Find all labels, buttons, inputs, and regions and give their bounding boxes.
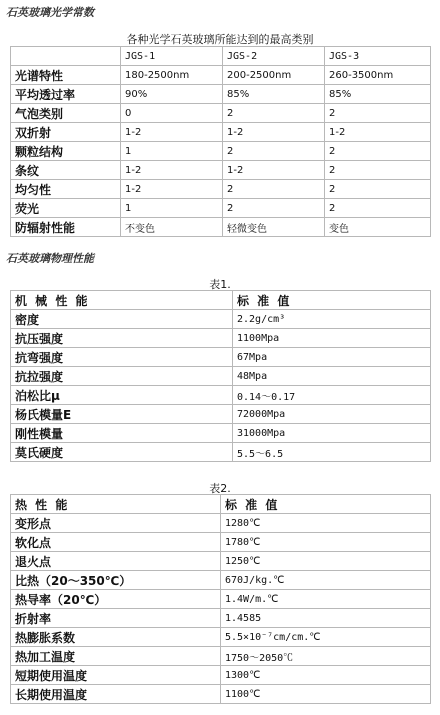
optical-row-label: 防辐射性能 <box>11 218 121 237</box>
property-value: 1100℃ <box>221 685 431 704</box>
table-row <box>11 552 431 571</box>
optical-row <box>11 199 431 218</box>
mechanical-header-row <box>11 291 431 310</box>
optical-constants-title: 石英玻璃光学常数 <box>6 6 94 19</box>
optical-cell: 200-2500nm <box>223 66 325 85</box>
optical-cell: 85% <box>223 85 325 104</box>
property-value: 48Mpa <box>233 367 431 386</box>
optical-cell: 不变色 <box>121 218 223 237</box>
optical-cell: 1 <box>121 199 223 218</box>
property-label: 密度 <box>11 310 233 329</box>
property-label: 比热（20～350℃） <box>11 571 221 590</box>
optical-row-label: 颗粒结构 <box>11 142 121 161</box>
optical-cell: 2 <box>325 161 431 180</box>
property-label: 泊松比μ <box>11 386 233 405</box>
mechanical-header-property: 机 械 性 能 <box>11 291 233 310</box>
optical-row-label: 双折射 <box>11 123 121 142</box>
optical-cell: 1-2 <box>121 123 223 142</box>
property-value: 67Mpa <box>233 348 431 367</box>
optical-cell: 1-2 <box>325 123 431 142</box>
property-label: 杨氏模量E <box>11 405 233 424</box>
property-value: 0.14～0.17 <box>233 386 431 405</box>
optical-row <box>11 104 431 123</box>
property-value: 72000Mpa <box>233 405 431 424</box>
mechanical-table <box>10 290 431 462</box>
table-row <box>11 628 431 647</box>
table-row <box>11 514 431 533</box>
optical-row <box>11 85 431 104</box>
optical-cell: 2 <box>325 142 431 161</box>
optical-cell: 1-2 <box>121 180 223 199</box>
property-label: 刚性模量 <box>11 424 233 443</box>
property-label: 折射率 <box>11 609 221 628</box>
property-label: 抗弯强度 <box>11 348 233 367</box>
optical-cell: 90% <box>121 85 223 104</box>
table-row <box>11 609 431 628</box>
optical-cell: 1-2 <box>223 161 325 180</box>
optical-cell: 轻微变色 <box>223 218 325 237</box>
optical-cell: 2 <box>325 104 431 123</box>
property-value: 1750～2050℃ <box>221 647 431 666</box>
table-row <box>11 590 431 609</box>
property-value: 670J/kg.℃ <box>221 571 431 590</box>
table-row <box>11 405 431 424</box>
optical-row-label: 条纹 <box>11 161 121 180</box>
property-value: 1.4585 <box>221 609 431 628</box>
table-row <box>11 666 431 685</box>
optical-row-label: 气泡类别 <box>11 104 121 123</box>
optical-header-blank <box>11 47 121 66</box>
property-value: 1100Mpa <box>233 329 431 348</box>
optical-cell: 2 <box>325 180 431 199</box>
table-row <box>11 685 431 704</box>
property-value: 1300℃ <box>221 666 431 685</box>
thermal-header-property: 热 性 能 <box>11 495 221 514</box>
optical-row <box>11 142 431 161</box>
table-row <box>11 367 431 386</box>
property-label: 短期使用温度 <box>11 666 221 685</box>
property-label: 抗拉强度 <box>11 367 233 386</box>
table-row <box>11 647 431 666</box>
optical-col-header: JGS-1 <box>121 47 223 66</box>
optical-cell: 2 <box>325 199 431 218</box>
table-row <box>11 329 431 348</box>
property-value: 1250℃ <box>221 552 431 571</box>
optical-cell: 变色 <box>325 218 431 237</box>
optical-table <box>10 46 431 237</box>
optical-row <box>11 180 431 199</box>
optical-col-header: JGS-2 <box>223 47 325 66</box>
property-label: 长期使用温度 <box>11 685 221 704</box>
optical-row <box>11 161 431 180</box>
optical-cell: 85% <box>325 85 431 104</box>
property-value: 1.4W/m.℃ <box>221 590 431 609</box>
optical-cell: 2 <box>223 142 325 161</box>
table-row <box>11 571 431 590</box>
property-label: 热加工温度 <box>11 647 221 666</box>
optical-row <box>11 123 431 142</box>
property-label: 热膨胀系数 <box>11 628 221 647</box>
table2-caption: 表2. <box>209 482 231 495</box>
table1-caption: 表1. <box>209 278 231 291</box>
thermal-table <box>10 494 431 704</box>
optical-table-caption: 各种光学石英玻璃所能达到的最高类别 <box>126 33 314 46</box>
optical-row <box>11 66 431 85</box>
table-row <box>11 348 431 367</box>
physical-properties-title: 石英玻璃物理性能 <box>6 252 94 265</box>
property-value: 1780℃ <box>221 533 431 552</box>
property-value: 2.2g/cm³ <box>233 310 431 329</box>
property-label: 抗压强度 <box>11 329 233 348</box>
property-label: 退火点 <box>11 552 221 571</box>
table-row <box>11 533 431 552</box>
optical-cell: 260-3500nm <box>325 66 431 85</box>
property-label: 软化点 <box>11 533 221 552</box>
property-label: 热导率（20℃） <box>11 590 221 609</box>
optical-cell: 0 <box>121 104 223 123</box>
optical-cell: 2 <box>223 180 325 199</box>
table-row <box>11 424 431 443</box>
property-label: 变形点 <box>11 514 221 533</box>
optical-row-label: 均匀性 <box>11 180 121 199</box>
optical-header-row <box>11 47 431 66</box>
optical-col-header: JGS-3 <box>325 47 431 66</box>
optical-row-label: 光谱特性 <box>11 66 121 85</box>
optical-cell: 180-2500nm <box>121 66 223 85</box>
optical-cell: 2 <box>223 199 325 218</box>
optical-row-label: 荧光 <box>11 199 121 218</box>
property-value: 5.5×10⁻⁷cm/cm.℃ <box>221 628 431 647</box>
table-row <box>11 386 431 405</box>
property-value: 1280℃ <box>221 514 431 533</box>
thermal-header-row <box>11 495 431 514</box>
optical-cell: 1-2 <box>121 161 223 180</box>
optical-cell: 2 <box>223 104 325 123</box>
table-row <box>11 310 431 329</box>
mechanical-header-value: 标 准 值 <box>233 291 431 310</box>
property-value: 31000Mpa <box>233 424 431 443</box>
table-row <box>11 443 431 462</box>
optical-row-label: 平均透过率 <box>11 85 121 104</box>
optical-row <box>11 218 431 237</box>
property-label: 莫氏硬度 <box>11 443 233 462</box>
property-value: 5.5～6.5 <box>233 443 431 462</box>
optical-cell: 1-2 <box>223 123 325 142</box>
optical-cell: 1 <box>121 142 223 161</box>
thermal-header-value: 标 准 值 <box>221 495 431 514</box>
